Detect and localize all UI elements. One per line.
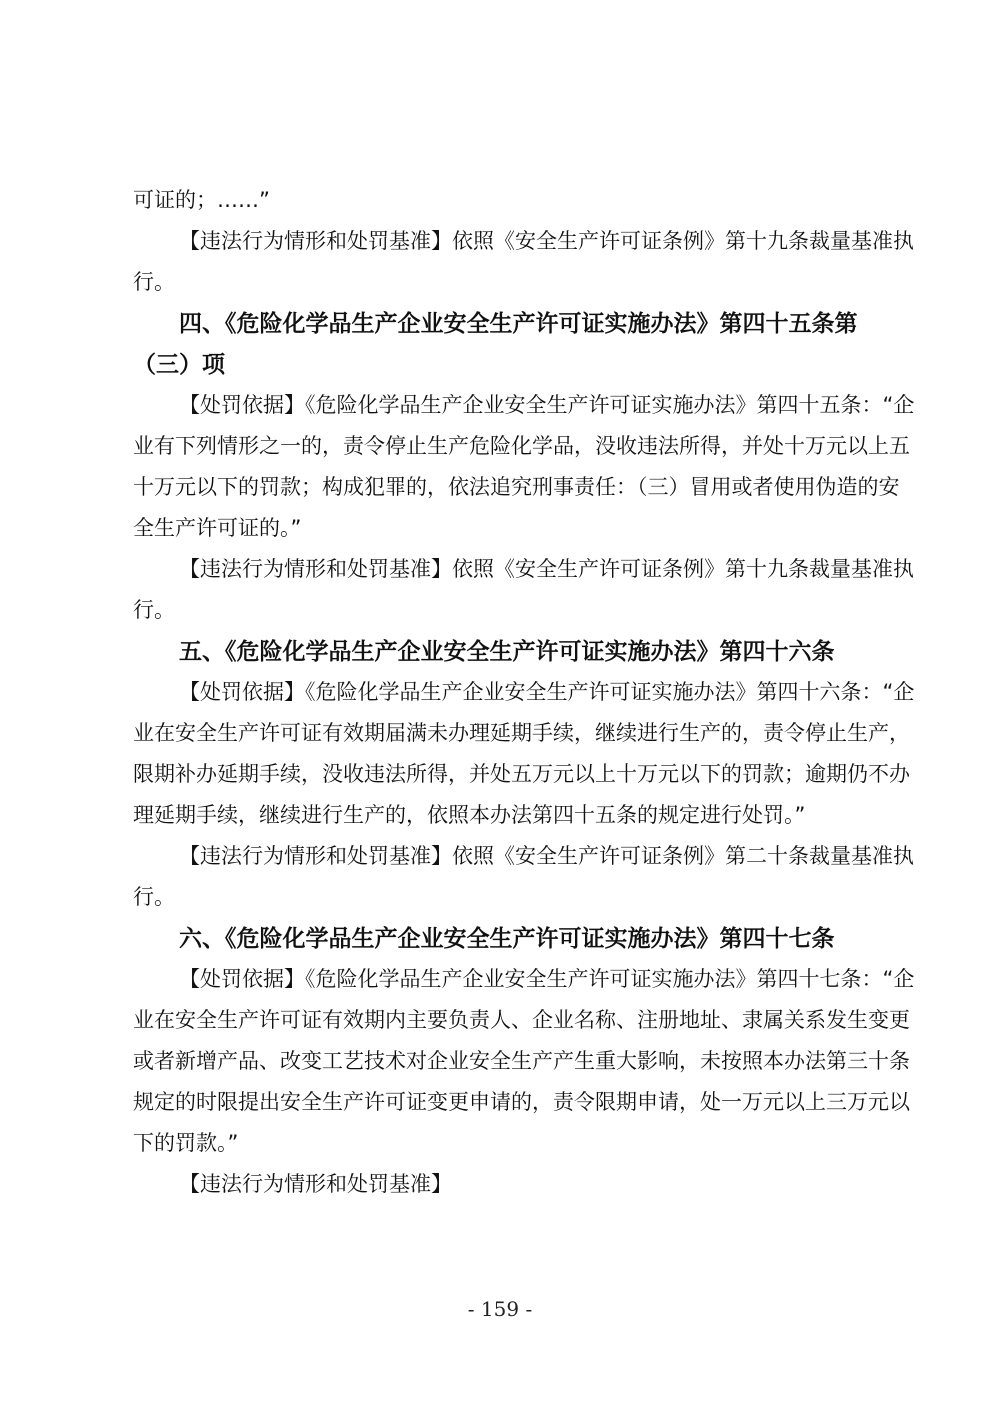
body-text-line: 业在安全生产许可证有效期届满未办理延期手续，继续进行生产的，责令停止生产， (133, 721, 910, 745)
body-text-line: 行。 (133, 270, 175, 294)
penalty-basis-paragraph: 【处罚依据】《危险化学品生产企业安全生产许可证实施办法》第四十六条：“企 (179, 680, 915, 704)
document-body (133, 180, 915, 1205)
body-text-line: 全生产许可证的。” (133, 516, 302, 540)
section-heading-6: 六、《危险化学品生产企业安全生产许可证实施办法》第四十七条 (179, 925, 835, 952)
penalty-basis-paragraph: 【处罚依据】《危险化学品生产企业安全生产许可证实施办法》第四十五条：“企 (179, 393, 915, 417)
body-text-line: 业在安全生产许可证有效期内主要负责人、企业名称、注册地址、隶属关系发生变更 (133, 1008, 910, 1032)
section-heading-4: 四、《危险化学品生产企业安全生产许可证实施办法》第四十五条第 (179, 310, 858, 337)
body-text-line: 规定的时限提出安全生产许可证变更申请的，责令限期申请，处一万元以上三万元以 (133, 1090, 910, 1114)
discretion-standard-paragraph: 【违法行为情形和处罚基准】依照《安全生产许可证条例》第二十条裁量基准执 (179, 844, 914, 868)
discretion-standard-paragraph: 【违法行为情形和处罚基准】 (179, 1172, 452, 1196)
body-text-line: 或者新增产品、改变工艺技术对企业安全生产产生重大影响，未按照本办法第三十条 (133, 1049, 910, 1073)
section-heading-4-continued: （三）项 (133, 351, 225, 378)
section-heading-5: 五、《危险化学品生产企业安全生产许可证实施办法》第四十六条 (179, 638, 835, 665)
body-text-line: 业有下列情形之一的，责令停止生产危险化学品，没收违法所得，并处十万元以上五 (133, 434, 910, 458)
body-text-line: 行。 (133, 598, 175, 622)
page-number: - 159 - (467, 1297, 533, 1321)
body-text-line: 限期补办延期手续，没收违法所得，并处五万元以上十万元以下的罚款；逾期仍不办 (133, 762, 910, 786)
body-text-line: 下的罚款。” (133, 1131, 239, 1155)
discretion-standard-paragraph: 【违法行为情形和处罚基准】依照《安全生产许可证条例》第十九条裁量基准执 (179, 229, 914, 253)
penalty-basis-paragraph: 【处罚依据】《危险化学品生产企业安全生产许可证实施办法》第四十七条：“企 (179, 967, 915, 991)
body-text-line: 可证的；……” (133, 188, 270, 212)
body-text-line: 行。 (133, 885, 175, 909)
body-text-line: 理延期手续，继续进行生产的，依照本办法第四十五条的规定进行处罚。” (133, 803, 806, 827)
discretion-standard-paragraph: 【违法行为情形和处罚基准】依照《安全生产许可证条例》第十九条裁量基准执 (179, 557, 914, 581)
body-text-line: 十万元以下的罚款；构成犯罪的，依法追究刑事责任：（三）冒用或者使用伪造的安 (133, 475, 900, 499)
